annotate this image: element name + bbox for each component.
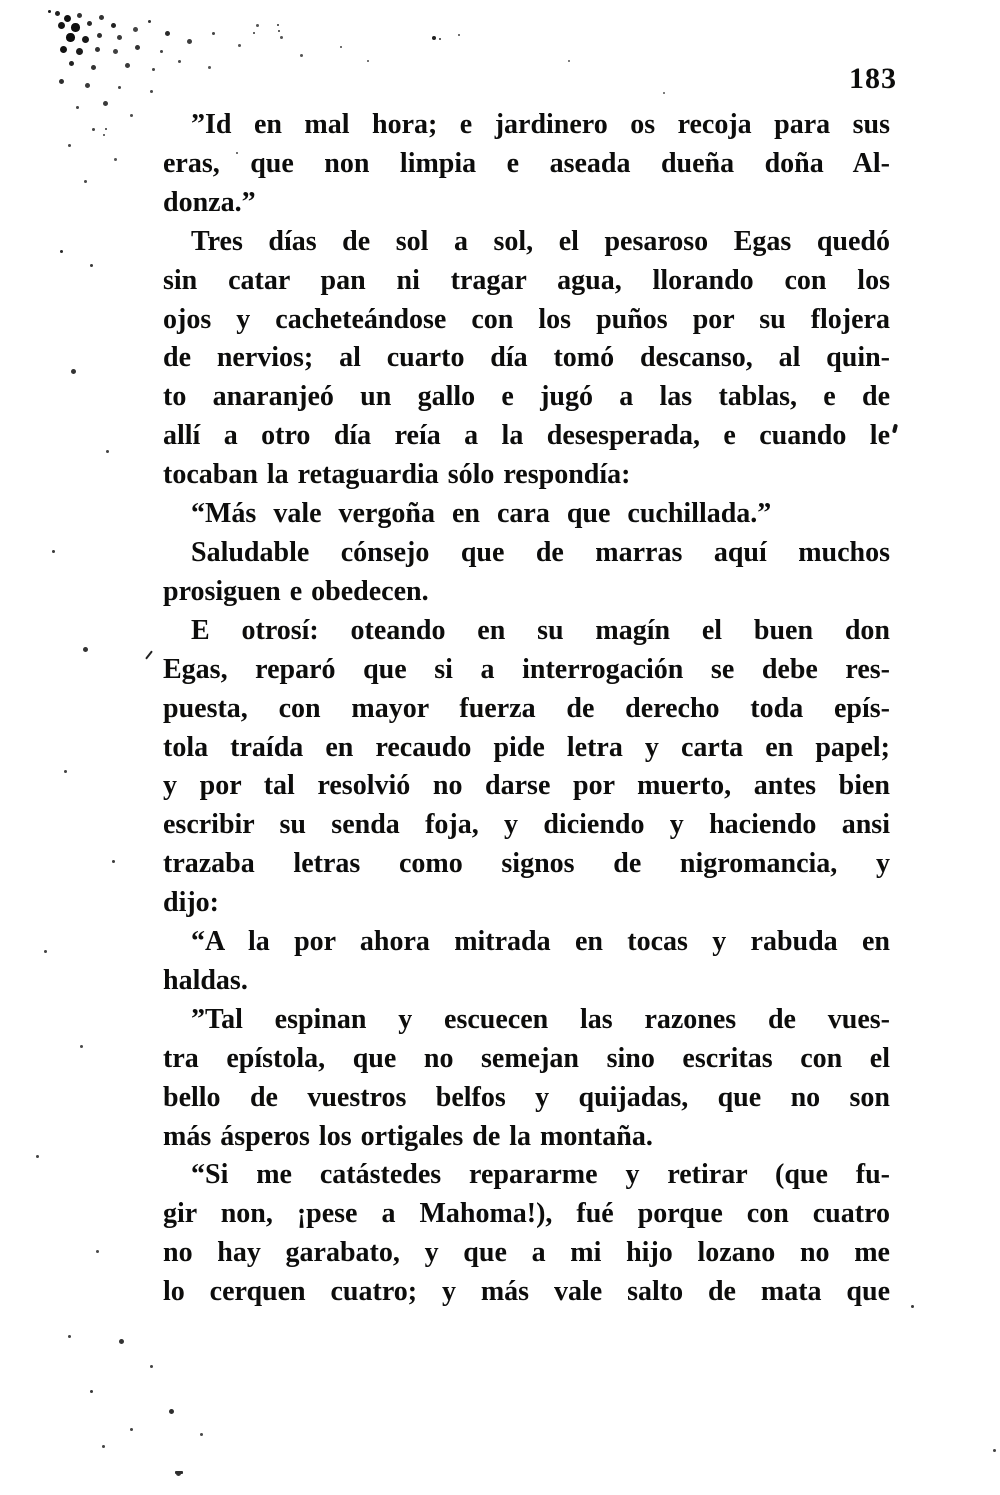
text-line: puesta, con mayor fuerza de derecho toda epís- [163, 692, 890, 724]
text-line: ”Id en mal hora; e jardinero os recoja para sus [191, 109, 890, 140]
text-line: “A la por ahora mitrada en tocas y rabuda en [191, 926, 890, 958]
text-line: Saludable cónsejo que de marras aquí muchos [191, 536, 890, 568]
text-line: to anaranjeó un gallo e jugó a las tablas, e de [163, 381, 890, 413]
text-line: Tres días de sol a sol, el pesaroso Egas quedó [191, 225, 890, 257]
text-line: dijo: [163, 887, 219, 919]
ink-smudge-top-left [48, 10, 51, 13]
stray-ink-dot-corner [993, 1449, 996, 1452]
text-line: tra epístola, que no semejan sino escritas con el [163, 1042, 890, 1074]
text-line: más ásperos los ortigales de la montaña. [163, 1120, 653, 1152]
page-text [163, 106, 890, 1312]
text-line: E otrosí: oteando en su magín el buen don [191, 614, 890, 646]
text-line: Egas, reparó que si a interrogación se debe res- [163, 653, 890, 685]
text-line: gir non, ¡pese a Mahoma!), fué porque con cuatro [163, 1198, 890, 1230]
text-line: y por tal resolvió no darse por muerto, antes bien [163, 770, 890, 802]
text-line: ojos y cacheteándose con los puños por su flojera [163, 303, 890, 335]
text-line: ”Tal espinan y escuecen las razones de vues- [191, 1003, 890, 1035]
text-line: tocaban la retaguardia sólo respondía: [163, 459, 631, 491]
scan-speckles-left-margin [60, 250, 63, 253]
text-line: “Más vale vergoña en cara que cuchillada.” [191, 498, 772, 530]
text-line: no hay garabato, y que a mi hijo lozano no me [163, 1237, 890, 1269]
text-line: haldas. [163, 964, 248, 996]
stray-ink-mark [892, 424, 898, 434]
text-line: trazaba letras como signos de nigromancia, y [163, 848, 890, 880]
text-line: “Si me catástedes repararme y retirar (que fu- [191, 1159, 890, 1191]
scan-speckles-top [253, 32, 255, 34]
stray-ink-tick [145, 650, 153, 659]
text-line: de nervios; al cuarto día tomó descanso, al quin- [163, 342, 890, 374]
text-line: allí a otro día reía a la desesperada, e cuando le [163, 420, 890, 452]
text-line: prosiguen e obedecen. [163, 575, 429, 607]
text-line: escribir su senda foja, y diciendo y haciendo ansi [163, 809, 890, 841]
stray-ink-dot [911, 1305, 914, 1308]
text-line: tola traída en recaudo pide letra y carta en papel; [163, 731, 890, 763]
page-number: 183 [849, 62, 897, 95]
text-line: lo cerquen cuatro; y más vale salto de mata que [163, 1276, 890, 1308]
text-line: eras, que non limpia e aseada dueña doña Al- [163, 147, 890, 179]
text-line: bello de vuestros belfos y quijadas, que no son [163, 1081, 890, 1113]
text-line: sin catar pan ni tragar agua, llorando con los [163, 264, 890, 296]
stray-ink-dash [175, 1471, 183, 1474]
text-line: donza.” [163, 186, 256, 218]
